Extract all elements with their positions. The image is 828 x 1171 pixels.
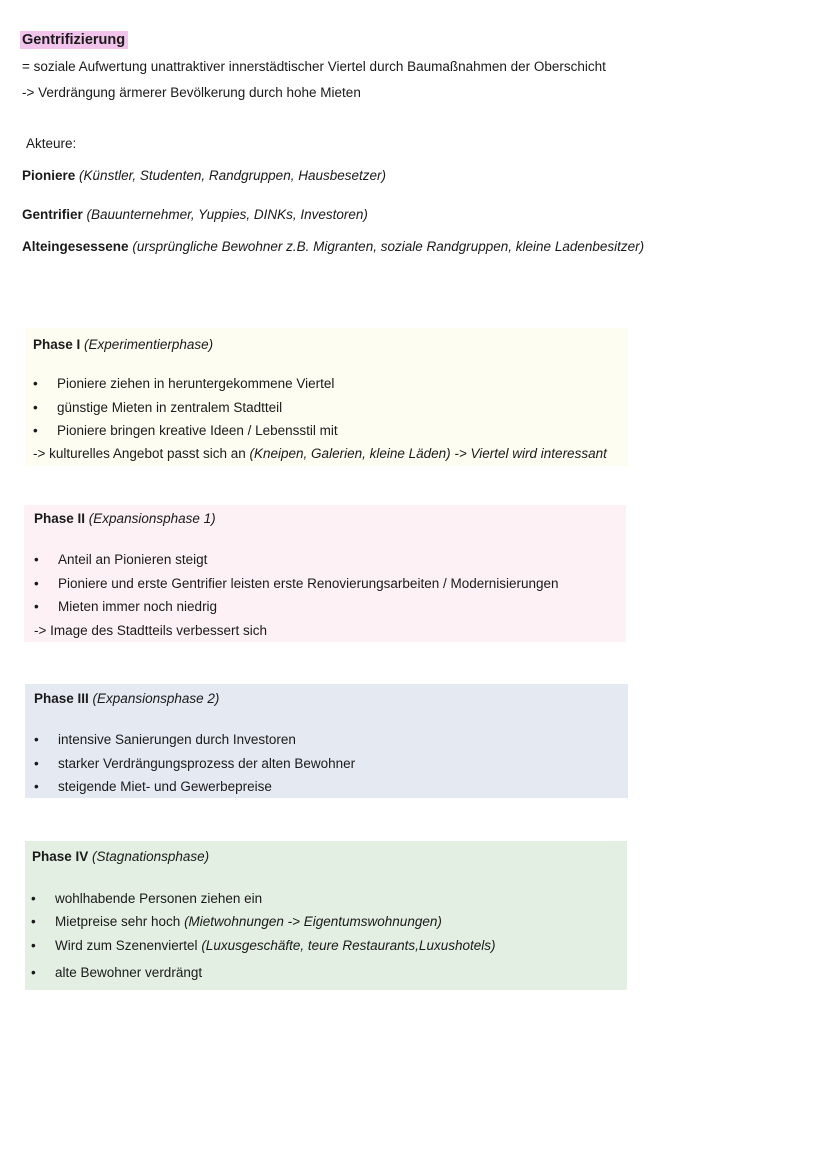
bullet-icon: • (34, 732, 39, 747)
phase-name: Phase IV (32, 849, 89, 864)
bullet-icon: • (34, 779, 39, 794)
bullet-icon: • (34, 599, 39, 614)
list-item-text: Pioniere bringen kreative Ideen / Lebensstil mit (57, 423, 338, 438)
phase-4-box (25, 841, 627, 990)
phase-3-box (25, 684, 628, 798)
result-italic: (Kneipen, Galerien, kleine Läden) -> Viertel wird interessant (249, 446, 607, 461)
actors-label: Akteure: (26, 136, 77, 151)
phase-2-box (24, 505, 626, 642)
actor-detail: (Künstler, Studenten, Randgruppen, Hausbesetzer) (79, 168, 386, 183)
list-item-text: starker Verdrängungsprozess der alten Bewohner (58, 756, 356, 771)
list-item-text: Pioniere ziehen in heruntergekommene Viertel (57, 376, 335, 391)
consequence-text: -> Verdrängung ärmerer Bevölkerung durch hohe Mieten (22, 85, 361, 100)
phase-subtitle: (Experimentierphase) (84, 337, 214, 352)
actor-gentrifier (22, 206, 368, 224)
phase-subtitle: (Expansionsphase 2) (92, 691, 220, 706)
list-item-text: Anteil an Pionieren steigt (58, 552, 208, 567)
list-item-text: steigende Miet- und Gewerbepreise (58, 779, 272, 794)
bullet-icon: • (31, 891, 36, 906)
item-italic: (Luxusgeschäfte, teure Restaurants,Luxushotels) (201, 938, 496, 953)
actor-name: Pioniere (22, 168, 76, 183)
document-title: Gentrifizierung (20, 31, 128, 49)
bullet-icon: • (31, 914, 36, 929)
actor-detail: (ursprüngliche Bewohner z.B. Migranten, soziale Randgruppen, kleine Ladenbesitzer) (132, 239, 645, 254)
list-item-text: Mieten immer noch niedrig (58, 599, 218, 614)
list-item-text: günstige Mieten in zentralem Stadtteil (57, 400, 283, 415)
phase-subtitle: (Stagnationsphase) (92, 849, 210, 864)
phase-heading (33, 336, 213, 354)
bullet-icon: • (34, 756, 39, 771)
item-italic: (Mietwohnungen -> Eigentumswohnungen) (184, 914, 442, 929)
result-text: -> Image des Stadtteils verbessert sich (34, 623, 267, 638)
phase-1-box (25, 328, 628, 466)
list-item-text: wohlhabende Personen ziehen ein (55, 891, 263, 906)
bullet-icon: • (33, 400, 38, 415)
item-text: Mietpreise sehr hoch (55, 914, 185, 929)
bullet-icon: • (31, 965, 36, 980)
phase-name: Phase I (33, 337, 81, 352)
bullet-icon: • (31, 938, 36, 953)
actor-alteingesessene (22, 238, 644, 256)
bullet-icon: • (34, 576, 39, 591)
item-text: Wird zum Szenenviertel (55, 938, 202, 953)
list-item-text: Pioniere und erste Gentrifier leisten erste Renovierungsarbeiten / Modernisierungen (58, 576, 559, 591)
phase-name: Phase II (34, 511, 86, 526)
list-item-text: alte Bewohner verdrängt (55, 965, 203, 980)
phase-result (34, 622, 267, 640)
phase-subtitle: (Expansionsphase 1) (88, 511, 216, 526)
actor-detail: (Bauunternehmer, Yuppies, DINKs, Investoren) (86, 207, 368, 222)
bullet-icon: • (33, 423, 38, 438)
list-item-text (55, 913, 442, 931)
definition-text: = soziale Aufwertung unattraktiver innerstädtischer Viertel durch Baumaßnahmen der Oberschicht (22, 59, 606, 74)
list-item-text: intensive Sanierungen durch Investoren (58, 732, 296, 747)
phase-name: Phase III (34, 691, 89, 706)
actor-name: Alteingesessene (22, 239, 129, 254)
bullet-icon: • (33, 376, 38, 391)
phase-heading (32, 848, 209, 866)
bullet-icon: • (34, 552, 39, 567)
list-item-text (55, 937, 495, 955)
result-text: -> kulturelles Angebot passt sich an (33, 446, 250, 461)
phase-heading (34, 690, 219, 708)
actor-name: Gentrifier (22, 207, 83, 222)
actor-pioniere (22, 167, 386, 185)
phase-result (33, 445, 607, 463)
phase-heading (34, 510, 216, 528)
